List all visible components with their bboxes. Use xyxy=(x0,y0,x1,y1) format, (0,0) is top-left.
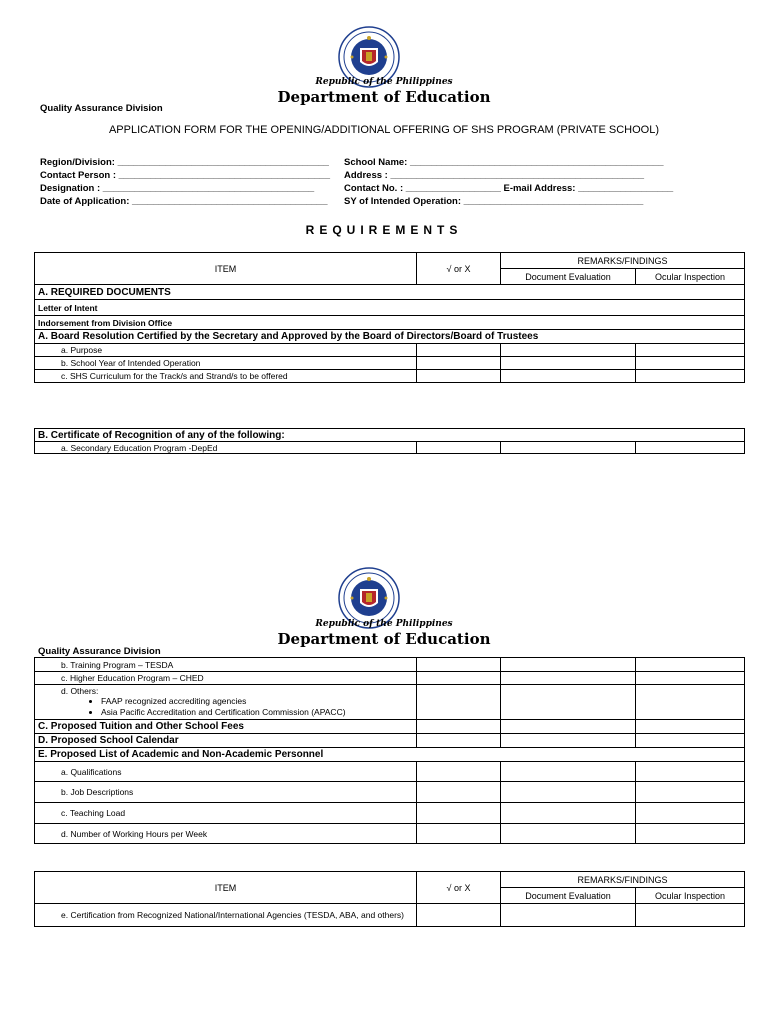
check-cell[interactable] xyxy=(417,782,501,803)
letter-of-intent-row: Letter of Intent xyxy=(35,300,745,316)
faap-item: • FAAP recognized accrediting agencies xyxy=(101,696,413,707)
doc-eval-cell[interactable] xyxy=(501,824,636,844)
others-row xyxy=(35,685,417,720)
section-b-certificate: B. Certificate of Recognition of any of the following: xyxy=(35,429,745,442)
check-cell[interactable] xyxy=(417,672,501,685)
document-evaluation-header: Document Evaluation xyxy=(501,269,636,285)
requirements-table-1 xyxy=(34,252,745,383)
ocular-cell[interactable] xyxy=(636,357,745,370)
department-title: Department of Education xyxy=(277,630,491,648)
check-cell[interactable] xyxy=(417,658,501,672)
requirements-table-4 xyxy=(34,871,745,927)
ocular-cell[interactable] xyxy=(636,904,745,927)
check-header: √ or X xyxy=(417,253,501,285)
indorsement-row: Indorsement from Division Office xyxy=(35,316,745,330)
check-cell[interactable] xyxy=(417,720,501,734)
ocular-cell[interactable] xyxy=(636,370,745,383)
check-cell[interactable] xyxy=(417,824,501,844)
check-header: √ or X xyxy=(417,872,501,904)
section-e-personnel: E. Proposed List of Academic and Non-Academic Personnel xyxy=(35,748,745,762)
qualifications-row: a. Qualifications xyxy=(35,762,417,782)
ocular-cell[interactable] xyxy=(636,734,745,748)
ocular-cell[interactable] xyxy=(636,442,745,454)
doc-eval-cell[interactable] xyxy=(501,734,636,748)
doc-eval-cell[interactable] xyxy=(501,762,636,782)
secondary-education-row: a. Secondary Education Program -DepEd xyxy=(35,442,417,454)
division-label: Quality Assurance Division xyxy=(40,103,163,114)
item-header: ITEM xyxy=(35,872,417,904)
republic-text: Republic of the Philippines xyxy=(315,619,453,629)
section-d-calendar: D. Proposed School Calendar xyxy=(35,734,417,748)
check-cell[interactable] xyxy=(417,344,501,357)
requirements-table-3 xyxy=(34,657,745,844)
doc-eval-cell[interactable] xyxy=(501,720,636,734)
working-hours-row: d. Number of Working Hours per Week xyxy=(35,824,417,844)
doc-eval-cell[interactable] xyxy=(501,803,636,824)
check-cell[interactable] xyxy=(417,442,501,454)
contact-no-email-field[interactable]: Contact No. : __________________ E-mail Address: __________________ xyxy=(344,183,674,194)
division-label: Quality Assurance Division xyxy=(38,646,161,657)
check-cell[interactable] xyxy=(417,904,501,927)
doc-eval-cell[interactable] xyxy=(501,782,636,803)
check-cell[interactable] xyxy=(417,762,501,782)
certification-agencies-row: e. Certification from Recognized National/International Agencies (TESDA, ABA, and others) xyxy=(35,904,417,927)
check-cell[interactable] xyxy=(417,370,501,383)
school-year-row: b. School Year of Intended Operation xyxy=(35,357,417,370)
ocular-cell[interactable] xyxy=(636,824,745,844)
document-evaluation-header: Document Evaluation xyxy=(501,888,636,904)
remarks-header: REMARKS/FINDINGS xyxy=(501,872,745,888)
section-c-tuition: C. Proposed Tuition and Other School Fees xyxy=(35,720,417,734)
board-resolution-row: A. Board Resolution Certified by the Secretary and Approved by the Board of Directors/Board of Trustees xyxy=(35,330,745,344)
check-cell[interactable] xyxy=(417,803,501,824)
ocular-cell[interactable] xyxy=(636,720,745,734)
form-title: APPLICATION FORM FOR THE OPENING/ADDITIONAL OFFERING OF SHS PROGRAM (PRIVATE SCHOOL) xyxy=(108,124,660,136)
ocular-cell[interactable] xyxy=(636,672,745,685)
address-field[interactable]: Address : ________________________________________________ xyxy=(344,170,645,181)
designation-field[interactable]: Designation : ________________________________________ xyxy=(40,183,315,194)
school-name-field[interactable]: School Name: ________________________________________________ xyxy=(344,157,664,168)
check-cell[interactable] xyxy=(417,685,501,720)
apacc-item: • Asia Pacific Accreditation and Certification Commission (APACC) xyxy=(101,707,413,718)
republic-text: Republic of the Philippines xyxy=(315,77,453,87)
doc-eval-cell[interactable] xyxy=(501,370,636,383)
date-of-application-field[interactable]: Date of Application: _____________________________________ xyxy=(40,196,328,207)
ocular-cell[interactable] xyxy=(636,344,745,357)
ocular-cell[interactable] xyxy=(636,782,745,803)
ocular-cell[interactable] xyxy=(636,658,745,672)
sy-intended-operation-field[interactable]: SY of Intended Operation: __________________________________ xyxy=(344,196,644,207)
section-a-required-documents: A. REQUIRED DOCUMENTS xyxy=(35,285,745,300)
check-cell[interactable] xyxy=(417,357,501,370)
doc-eval-cell[interactable] xyxy=(501,672,636,685)
teaching-load-row: c. Teaching Load xyxy=(35,803,417,824)
training-program-row: b. Training Program – TESDA xyxy=(35,658,417,672)
ocular-cell[interactable] xyxy=(636,685,745,720)
higher-education-row: c. Higher Education Program – CHED xyxy=(35,672,417,685)
region-division-field[interactable]: Region/Division: ________________________________________ xyxy=(40,157,329,168)
doc-eval-cell[interactable] xyxy=(501,442,636,454)
job-descriptions-row: b. Job Descriptions xyxy=(35,782,417,803)
others-label: d. Others: xyxy=(61,686,99,696)
ocular-cell[interactable] xyxy=(636,762,745,782)
department-title: Department of Education xyxy=(277,88,491,106)
ocular-cell[interactable] xyxy=(636,803,745,824)
doc-eval-cell[interactable] xyxy=(501,344,636,357)
contact-person-field[interactable]: Contact Person : ________________________________________ xyxy=(40,170,330,181)
shs-curriculum-row: c. SHS Curriculum for the Track/s and Strand/s to be offered xyxy=(35,370,417,383)
doc-eval-cell[interactable] xyxy=(501,904,636,927)
remarks-header: REMARKS/FINDINGS xyxy=(501,253,745,269)
purpose-row: a. Purpose xyxy=(35,344,417,357)
ocular-inspection-header: Ocular Inspection xyxy=(636,269,745,285)
check-cell[interactable] xyxy=(417,734,501,748)
doc-eval-cell[interactable] xyxy=(501,685,636,720)
requirements-table-2 xyxy=(34,428,745,454)
ocular-inspection-header: Ocular Inspection xyxy=(636,888,745,904)
doc-eval-cell[interactable] xyxy=(501,658,636,672)
item-header: ITEM xyxy=(35,253,417,285)
doc-eval-cell[interactable] xyxy=(501,357,636,370)
requirements-heading: REQUIREMENTS xyxy=(305,223,463,237)
